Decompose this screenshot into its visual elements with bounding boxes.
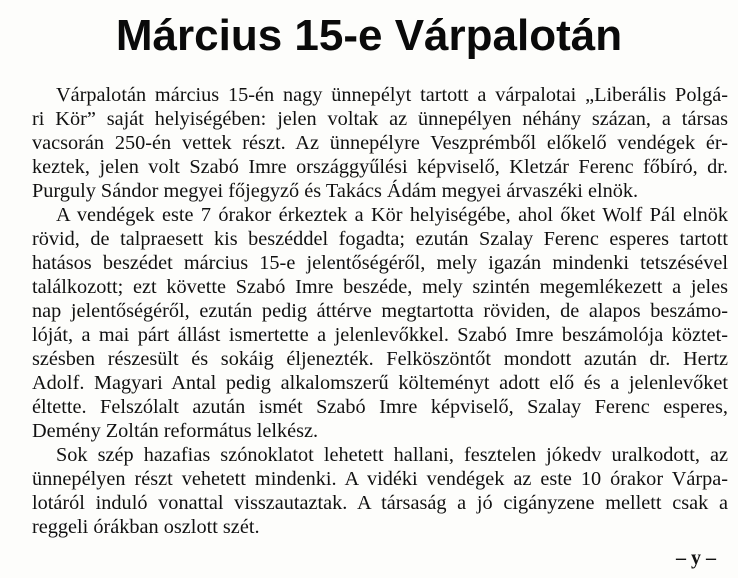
paragraph-2 (32, 203, 728, 443)
article-title: Március 15-e Várpalotán (115, 11, 623, 60)
text-line: lotáról induló vonattal visszautaztak. A társaság a jó cigányzene mellett csak a (32, 492, 728, 514)
text-line: rövid, de talpraesett kis beszéddel fogadta; ezután Szalay Ferenc esperes tartott (32, 228, 728, 250)
text-line: vacsorán 250-én vettek részt. Az ünnepélyre Veszprémből előkelő vendégek ér- (32, 132, 728, 154)
text-line: Sok szép hazafias szónoklatot lehetett hallani, fesztelen jókedv uralkodott, az (56, 444, 728, 466)
text-line: találkozott; ezt követte Szabó Imre beszéde, mely szintén megemlékezett a jeles (32, 276, 728, 298)
text-line: ünnepélyen részt vehetett mindenki. A vidéki vendégek az este 10 órakor Várpa- (32, 468, 728, 490)
text-line: ri Kör” saját helyiségében: jelen voltak az ünnepélyen néhány százan, a társas (32, 108, 728, 130)
text-line: szésben részesült és sokáig éljenezték. Felköszöntőt mondott azután dr. Hertz (32, 348, 728, 370)
text-line: A vendégek este 7 órakor érkeztek a Kör helyiségébe, ahol őket Wolf Pál elnök (56, 204, 728, 226)
paragraph-3 (32, 443, 728, 539)
text-line: Várpalotán március 15-én nagy ünnepélyt tartott a várpalotai „Liberális Polgá- (56, 84, 728, 106)
text-line: keztek, jelen volt Szabó Imre országgyűlési képviselő, Kletzár Ferenc főbíró, dr. (32, 156, 728, 178)
text-line: nap jelentőségéről, ezután pedig áttérve megtartotta röviden, de alapos beszámo- (32, 300, 728, 322)
text-line: Demény Zoltán református lelkész. (32, 420, 319, 442)
text-line: éltette. Felszólalt azután ismét Szabó Imre képviselő, Szalay Ferenc esperes, (32, 396, 728, 418)
text-line: reggeli órákban oszlott szét. (32, 516, 260, 538)
text-line: Adolf. Magyari Antal pedig alkalomszerű költeményt adott elő és a jelenlevőket (32, 372, 728, 394)
text-line: hatásos beszédet március 15-e jelentőségéről, mely igazán mindenki tetszésével (32, 252, 728, 274)
text-line: Purguly Sándor megyei főjegyző és Takács Ádám megyei árvaszéki elnök. (32, 180, 639, 202)
text-line: lóját, a mai párt állást ismertette a jelenlevőkkel. Szabó Imre beszámolója köztet- (32, 324, 728, 346)
article-body (32, 83, 728, 539)
paragraph-1 (32, 83, 728, 203)
author-byline: – y – (676, 547, 716, 569)
